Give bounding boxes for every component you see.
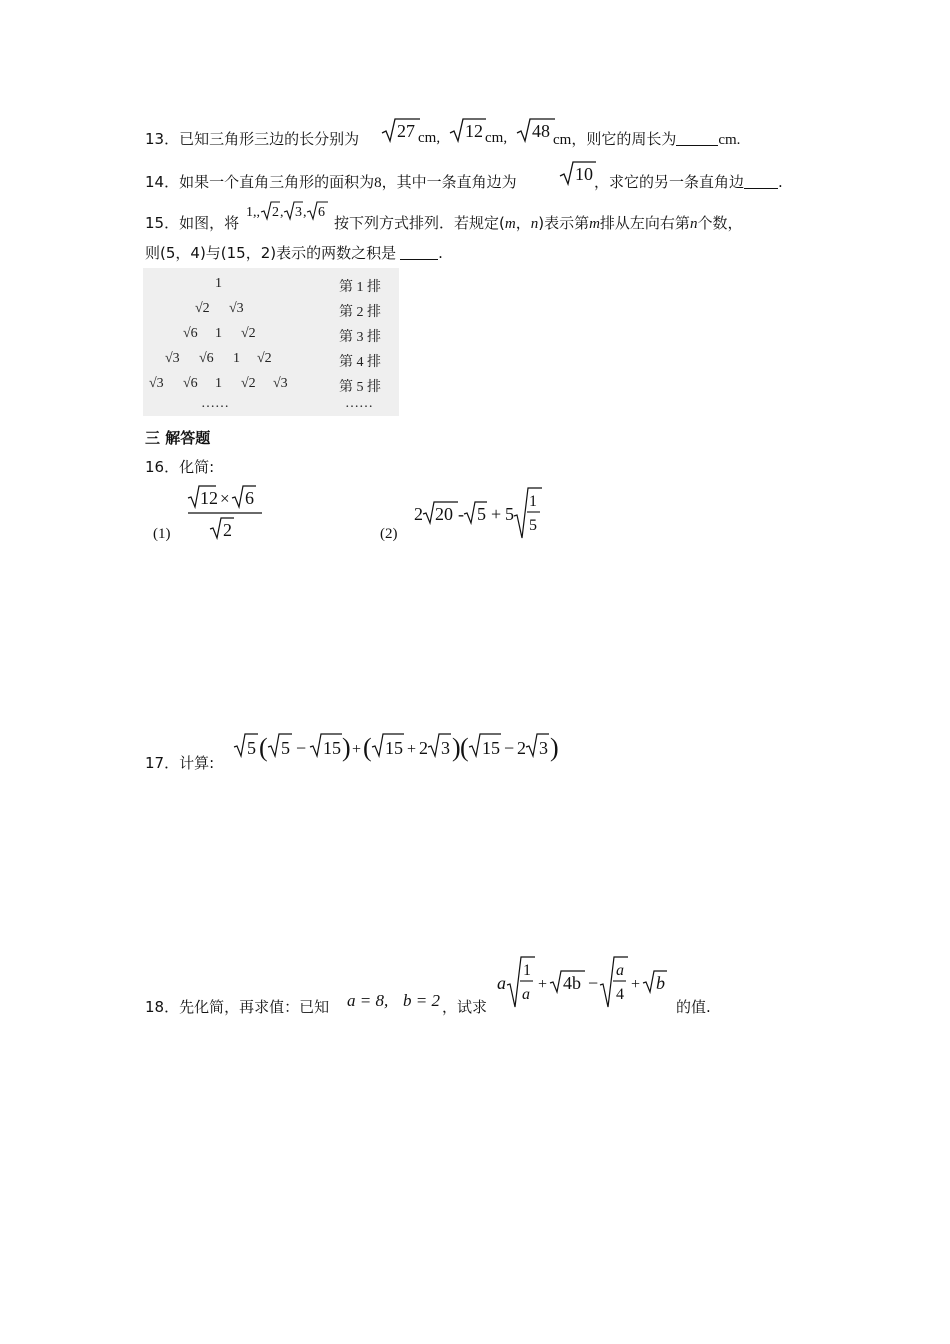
times-sign: × <box>220 489 230 508</box>
list-separator: ,, <box>253 205 260 220</box>
unit-label: cm, <box>418 130 441 146</box>
paren: ( <box>460 733 469 762</box>
question-text: 化简: <box>179 458 215 476</box>
question-number: 18． <box>145 998 180 1016</box>
question-text: ，试求 <box>442 998 488 1016</box>
q16-expression-2 <box>412 486 552 542</box>
question-text: 已知三角形三边的长分别为 <box>179 130 360 148</box>
question-number: 16． <box>145 458 180 476</box>
answer-blank <box>744 174 778 189</box>
q17-expression <box>232 730 562 764</box>
sqrt-48 <box>515 116 555 144</box>
condition-a: a = 8, <box>347 991 389 1010</box>
radicand: 5 <box>477 504 486 524</box>
fraction-numerator: 1 <box>523 962 531 979</box>
condition-b: b = 2 <box>403 991 440 1010</box>
list-one: 1 <box>246 205 253 220</box>
minus-sign: − <box>588 973 599 993</box>
q15-line2 <box>145 242 443 263</box>
fraction-denominator: 5 <box>529 517 537 534</box>
fig-r2-c1: √2 <box>195 301 210 316</box>
question-number: 15． <box>145 214 180 232</box>
question-15 <box>145 212 239 233</box>
minus-sign: − <box>504 738 515 758</box>
paren: ( <box>259 733 268 762</box>
q16-expression-1 <box>186 484 266 544</box>
question-text: ，其中一条直角边为 <box>381 173 517 191</box>
q18-expression <box>495 955 675 1011</box>
question-number: 17． <box>145 754 180 772</box>
fig-dots-left: …… <box>201 396 229 411</box>
list-sqrt2: 2 <box>272 205 279 220</box>
fig-r3-c3: √2 <box>241 326 256 341</box>
radicand: 12 <box>465 121 483 141</box>
svg-text:,: , <box>303 205 307 220</box>
q13-tail <box>553 128 740 149</box>
end-mark: . <box>438 244 443 262</box>
fig-r4-c2: √6 <box>199 351 214 366</box>
paren: ( <box>363 733 372 762</box>
fig-r1-label: 第 1 排 <box>339 280 381 295</box>
sqrt-12 <box>448 116 486 144</box>
radicand: 15 <box>482 738 500 758</box>
fig-r5-c1: √3 <box>149 376 164 391</box>
plus-sign: + <box>407 741 417 758</box>
question-text: )表示第 <box>538 214 590 232</box>
minus-sign: - <box>458 504 464 524</box>
radicand: 6 <box>245 488 254 508</box>
plus-sign: + <box>538 976 548 993</box>
question-text: 如图，将 <box>179 214 240 232</box>
fig-r5-c3: 1 <box>215 376 222 391</box>
radicand: 20 <box>435 504 453 524</box>
list-sqrt3: 3 <box>295 205 302 220</box>
radicand: 10 <box>575 164 593 184</box>
q14-tail <box>594 171 783 192</box>
fig-r4-c1: √3 <box>165 351 180 366</box>
radicand: 48 <box>532 121 550 141</box>
unit-label: cm <box>553 132 572 148</box>
end-mark: . <box>778 173 783 191</box>
paren: ) <box>452 733 461 762</box>
question-text: 如果一个直角三角形的面积为 <box>179 173 375 191</box>
question-text: 按下列方式排列．若规定( <box>334 214 505 232</box>
radicand: 12 <box>200 488 218 508</box>
part-label: (2) <box>380 526 398 542</box>
question-number: 13． <box>145 130 180 148</box>
fig-r3-c1: √6 <box>183 326 198 341</box>
coefficient: 2 <box>517 738 526 758</box>
coefficient: 2 <box>414 504 423 524</box>
radicand: 5 <box>281 738 290 758</box>
list-sqrt6: 6 <box>318 205 325 220</box>
fraction-numerator: a <box>616 962 624 979</box>
radicand: 3 <box>441 738 450 758</box>
var-m: m <box>504 216 516 232</box>
unit-label: cm. <box>718 132 741 148</box>
expr-a: a <box>497 973 506 993</box>
question-number: 14． <box>145 173 180 191</box>
question-17 <box>145 752 214 773</box>
fraction-denominator: 4 <box>616 986 624 1003</box>
question-16 <box>145 456 214 477</box>
fig-r3-c2: 1 <box>215 326 222 341</box>
fig-r5-c2: √6 <box>183 376 198 391</box>
paren: ) <box>550 733 559 762</box>
fig-r3-label: 第 3 排 <box>339 330 381 345</box>
question-13 <box>145 128 359 149</box>
question-text: ，求它的另一条直角边 <box>594 173 745 191</box>
section-heading: 三 解答题 <box>145 429 211 447</box>
fig-r4-c3: 1 <box>233 351 240 366</box>
plus-sign: + <box>631 976 641 993</box>
radicand: 2 <box>223 520 232 540</box>
sqrt-10 <box>558 159 596 187</box>
arrangement-figure <box>143 268 399 416</box>
fig-r4-c4: √2 <box>257 351 272 366</box>
question-text: 先化简，再求值：已知 <box>179 998 330 1016</box>
var-n: n <box>530 216 539 232</box>
radicand: 3 <box>539 738 548 758</box>
radicand: 27 <box>397 121 415 141</box>
fig-r5-label: 第 5 排 <box>339 380 381 395</box>
plus-sign: + <box>491 504 502 524</box>
fig-dots-right: …… <box>345 396 373 411</box>
part-label: (1) <box>153 526 171 542</box>
radicand: 15 <box>323 738 341 758</box>
fig-r5-c5: √3 <box>273 376 288 391</box>
question-text: 排从左向右第 <box>599 214 690 232</box>
radicand: 15 <box>385 738 403 758</box>
fraction-numerator: 1 <box>529 493 537 510</box>
radicand: b <box>656 973 665 993</box>
question-18 <box>145 996 329 1017</box>
var-m: m <box>589 216 600 232</box>
question-text: 个数， <box>697 214 743 232</box>
question-text: 的值. <box>676 998 711 1016</box>
radicand: 4b <box>563 973 581 993</box>
number-list <box>244 199 334 223</box>
fraction-denominator: a <box>522 986 530 1003</box>
comma: ， <box>515 214 531 232</box>
minus-sign: − <box>296 738 307 758</box>
fig-r2-c2: √3 <box>229 301 244 316</box>
svg-text:,: , <box>280 205 284 220</box>
sqrt-27 <box>380 116 420 144</box>
coefficient: 2 <box>419 738 428 758</box>
question-14 <box>145 171 517 192</box>
area-value: 8 <box>374 175 382 191</box>
q15-line1-tail <box>334 212 742 233</box>
fig-r5-c4: √2 <box>241 376 256 391</box>
fig-r1-c1: 1 <box>215 276 222 291</box>
question-text: 则(5，4)与(15，2)表示的两数之积是 <box>145 244 397 262</box>
coefficient: 5 <box>505 504 514 524</box>
var-n: n <box>689 216 698 232</box>
fig-r2-label: 第 2 排 <box>339 305 381 320</box>
paren: ) <box>342 733 351 762</box>
plus-sign: + <box>352 741 362 758</box>
question-text: 计算: <box>179 754 215 772</box>
answer-blank <box>400 245 438 260</box>
unit-label: cm, <box>485 130 508 146</box>
question-text: ，则它的周长为 <box>571 130 677 148</box>
fig-r4-label: 第 4 排 <box>339 355 381 370</box>
radicand: 5 <box>247 738 256 758</box>
answer-blank <box>676 131 718 146</box>
